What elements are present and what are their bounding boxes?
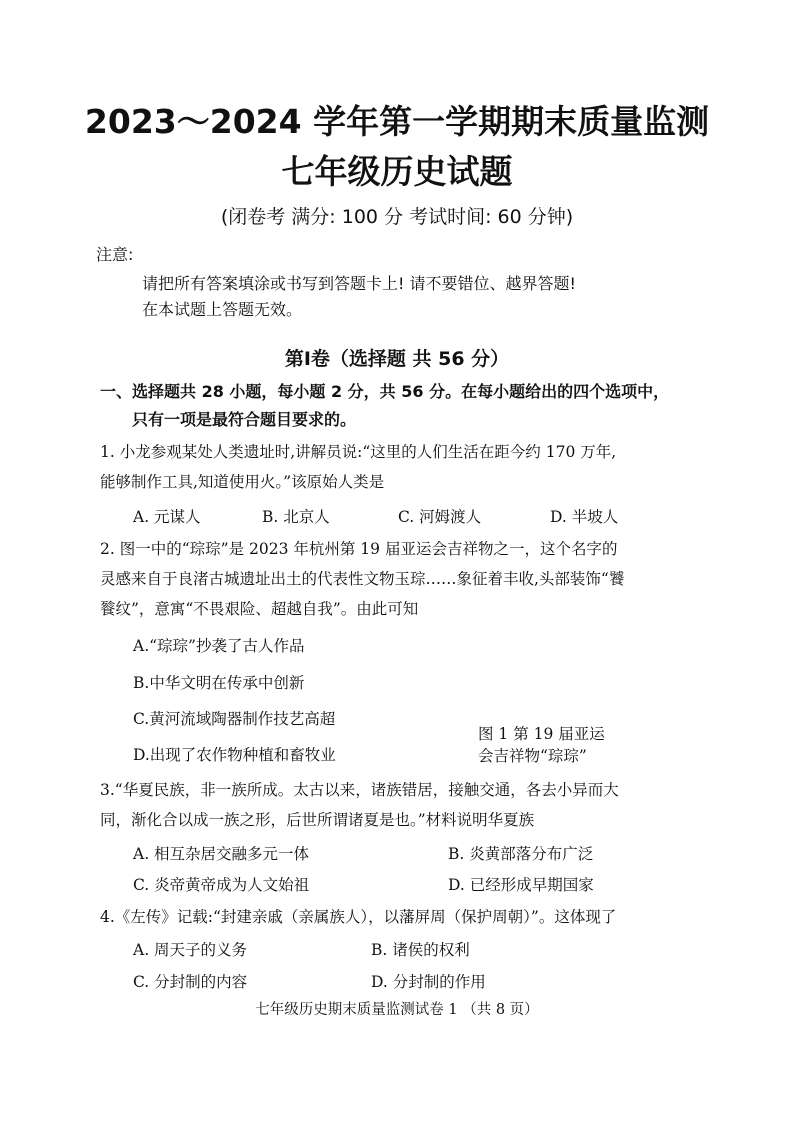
section-instruction-line-2: 只有一项是最符合题目要求的。 [132,410,357,429]
page-footer: 七年级历史期末质量监测试卷 1 （共 8 页） [255,1002,539,1018]
question-3-stem-line-1: 3.“华夏民族，非一族所成。太古以来，诸族错居，接触交通，各去小异而大 [100,781,619,799]
figure-caption-line-2: 会吉祥物“琮琮” [478,747,587,765]
figure-caption-line-1: 图 1 第 19 届亚运 [478,725,605,743]
question-3-option-a: A. 相互杂居交融多元一体 [133,845,310,863]
question-3-option-d: D. 已经形成早期国家 [448,876,594,894]
question-2-stem-line-3: 餮纹”，意寓“不畏艰险、超越自我”。由此可知 [100,600,419,618]
exam-title-line1: 2023～2024 学年第一学期期末质量监测 [84,102,710,141]
section-instruction-line-1: 一、选择题共 28 小题，每小题 2 分，共 56 分。在每小题给出的四个选项中， [100,382,670,401]
question-2-option-b: B.中华文明在传承中创新 [133,674,305,692]
question-4-stem-line-1: 4.《左传》记载:“封建亲戚（亲属族人），以藩屏周（保护周朝）”。这体现了 [100,908,617,926]
notice-line-1: 请把所有答案填涂或书写到答题卡上! 请不要错位、越界答题! [142,274,576,293]
exam-subtitle: (闭卷考 满分: 100 分 考试时间: 60 分钟) [220,206,574,228]
exam-title-line2: 七年级历史试题 [281,152,513,191]
question-2-stem-line-2: 灵感来自于良渚古城遗址出土的代表性文物玉琮……象征着丰收,头部装饰“饕 [100,570,625,588]
question-1-stem-line-2: 能够制作工具,知道使用火。”该原始人类是 [100,473,385,491]
question-1-option-d: D. 半坡人 [550,508,619,526]
question-2-option-d: D.出现了农作物种植和畜牧业 [133,746,336,764]
question-3-option-c: C. 炎帝黄帝成为人文始祖 [133,876,310,894]
question-2-option-a: A.“琮琮”抄袭了古人作品 [133,637,305,655]
question-2-stem-line-1: 2. 图一中的“琮琮”是 2023 年杭州第 19 届亚运会吉祥物之一，这个名字的 [100,540,618,558]
notice-line-2: 在本试题上答题无效。 [142,300,303,319]
question-1-option-c: C. 河姆渡人 [398,508,482,526]
section-title: 第Ⅰ卷（选择题 共 56 分） [284,348,510,370]
question-3-option-b: B. 炎黄部落分布广泛 [448,845,594,863]
question-1-option-a: A. 元谋人 [133,508,201,526]
notice-label: 注意: [96,245,134,264]
question-4-option-c: C. 分封制的内容 [133,973,248,991]
question-3-stem-line-2: 同，渐化合以成一族之形，后世所谓诸夏是也。”材料说明华夏族 [100,811,535,829]
question-1-option-b: B. 北京人 [262,508,330,526]
question-4-option-b: B. 诸侯的权利 [371,941,470,959]
mascot-congcong-image [482,620,612,710]
question-1-stem-line-1: 1. 小龙参观某处人类遗址时,讲解员说:“这里的人们生活在距今约 170 万年, [100,443,617,461]
question-2-option-c: C.黄河流域陶器制作技艺高超 [133,710,336,728]
question-4-option-a: A. 周天子的义务 [133,941,248,959]
question-4-option-d: D. 分封制的作用 [371,973,486,991]
